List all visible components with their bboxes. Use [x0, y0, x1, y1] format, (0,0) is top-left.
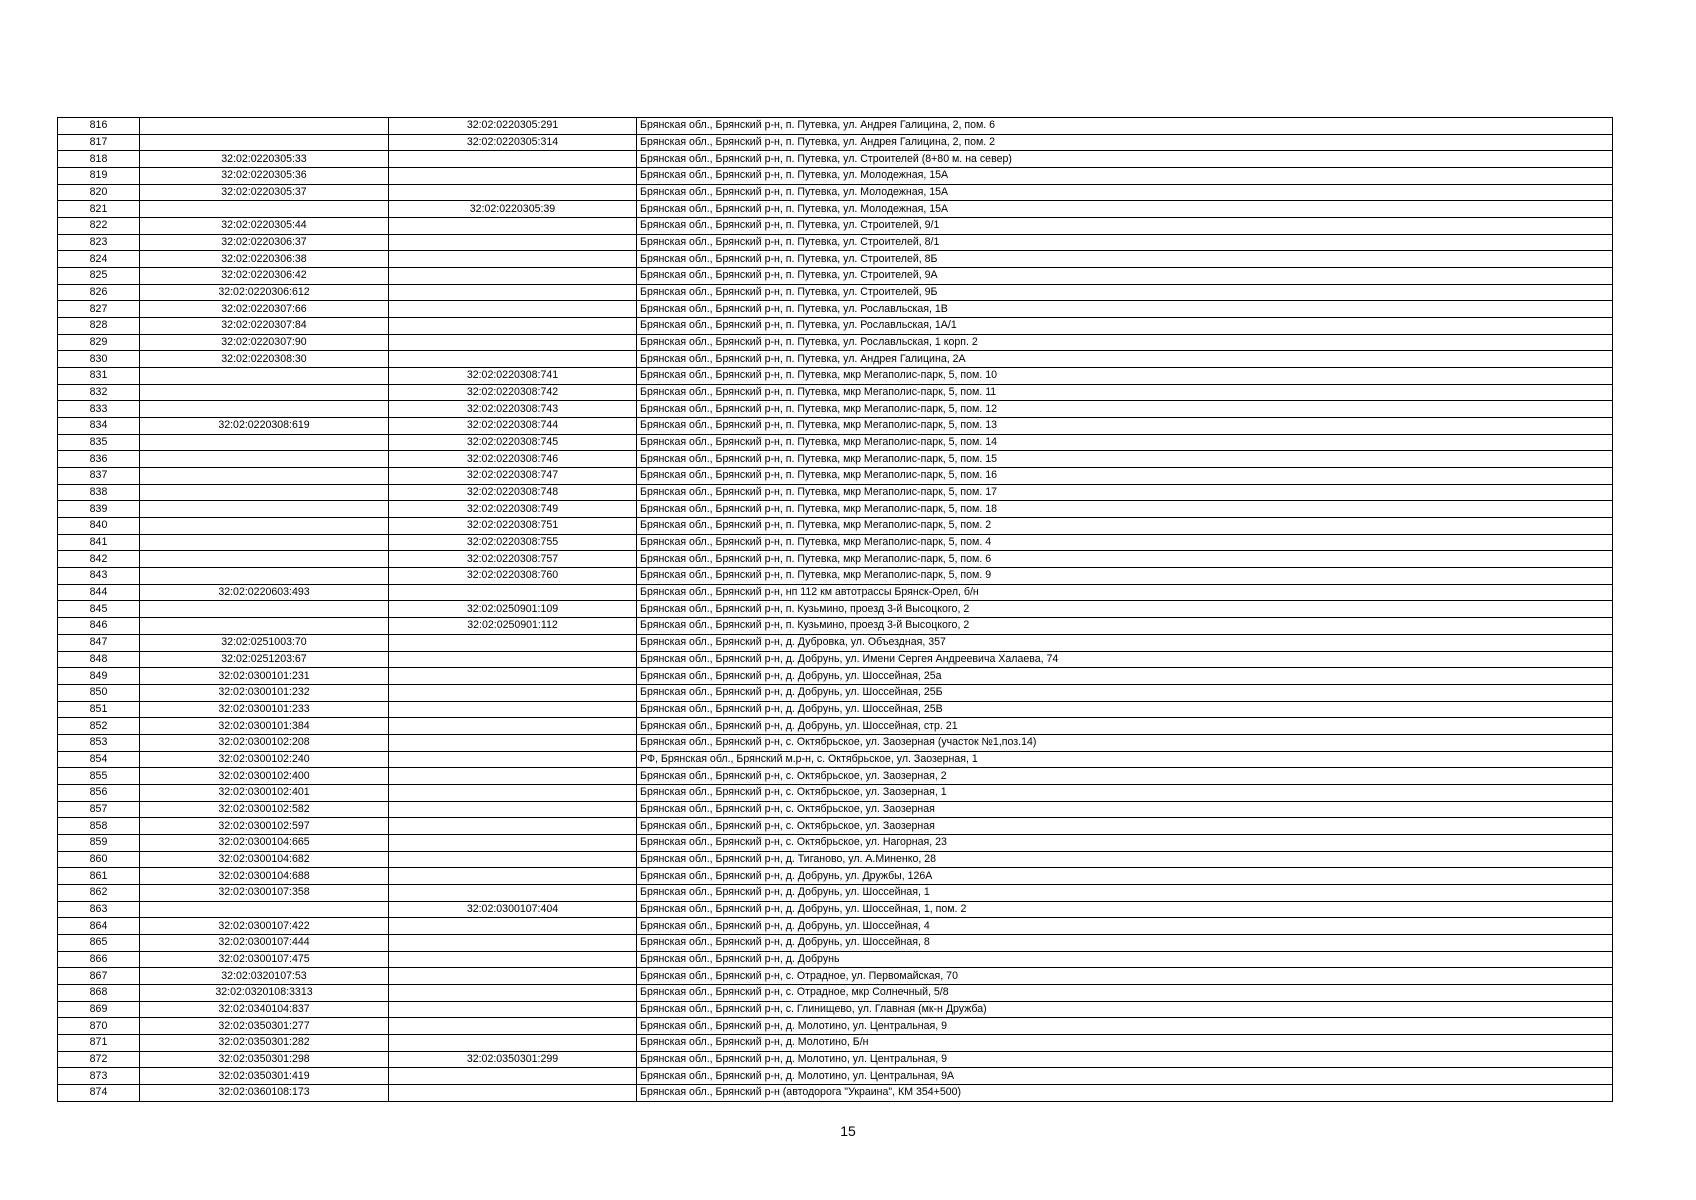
parcel-cadastral-number-cell: 32:02:0300101:232 — [140, 684, 389, 701]
parcel-cadastral-number-cell: 32:02:0300107:358 — [140, 884, 389, 901]
address-cell: Брянская обл., Брянский р-н, п. Путевка, ул. Андрея Галицина, 2, пом. 2 — [637, 134, 1613, 151]
parcel-cadastral-number-cell: 32:02:0220307:84 — [140, 318, 389, 335]
parcel-cadastral-number-cell: 32:02:0300104:665 — [140, 834, 389, 851]
row-number-cell: 841 — [58, 534, 140, 551]
table-row — [58, 718, 1613, 735]
table-row — [58, 251, 1613, 268]
row-number-cell: 836 — [58, 451, 140, 468]
row-number-cell: 868 — [58, 984, 140, 1001]
table-row — [58, 1001, 1613, 1018]
parcel-cadastral-number-cell: 32:02:0300102:400 — [140, 768, 389, 785]
address-cell: Брянская обл., Брянский р-н, п. Путевка, мкр Мегаполис-парк, 5, пом. 16 — [637, 468, 1613, 485]
object-cadastral-number-cell — [389, 768, 637, 785]
row-number-cell: 865 — [58, 934, 140, 951]
parcel-cadastral-number-cell: 32:02:0220308:619 — [140, 418, 389, 435]
address-cell: Брянская обл., Брянский р-н, д. Добрунь, ул. Шоссейная, 25В — [637, 701, 1613, 718]
parcel-cadastral-number-cell: 32:02:0320107:53 — [140, 968, 389, 985]
row-number-cell: 846 — [58, 618, 140, 635]
row-number-cell: 845 — [58, 601, 140, 618]
parcel-cadastral-number-cell — [140, 518, 389, 535]
parcel-cadastral-number-cell: 32:02:0220307:90 — [140, 334, 389, 351]
object-cadastral-number-cell — [389, 784, 637, 801]
object-cadastral-number-cell — [389, 1018, 637, 1035]
address-cell: Брянская обл., Брянский р-н, д. Добрунь, ул. Шоссейная, 25а — [637, 668, 1613, 685]
row-number-cell: 838 — [58, 484, 140, 501]
row-number-cell: 850 — [58, 684, 140, 701]
parcel-cadastral-number-cell: 32:02:0350301:298 — [140, 1051, 389, 1068]
address-cell: Брянская обл., Брянский р-н, п. Путевка, ул. Строителей, 8Б — [637, 251, 1613, 268]
address-cell: Брянская обл., Брянский р-н, д. Молотино, ул. Центральная, 9 — [637, 1018, 1613, 1035]
parcel-cadastral-number-cell — [140, 134, 389, 151]
address-cell: Брянская обл., Брянский р-н, с. Октябрьское, ул. Заозерная — [637, 818, 1613, 835]
row-number-cell: 826 — [58, 284, 140, 301]
row-number-cell: 860 — [58, 851, 140, 868]
object-cadastral-number-cell: 32:02:0220308:749 — [389, 501, 637, 518]
row-number-cell: 819 — [58, 168, 140, 185]
row-number-cell: 854 — [58, 751, 140, 768]
parcel-cadastral-number-cell: 32:02:0300104:682 — [140, 851, 389, 868]
table-row — [58, 1084, 1613, 1101]
row-number-cell: 833 — [58, 401, 140, 418]
address-cell: Брянская обл., Брянский р-н, д. Добрунь — [637, 951, 1613, 968]
object-cadastral-number-cell — [389, 1001, 637, 1018]
object-cadastral-number-cell — [389, 934, 637, 951]
object-cadastral-number-cell — [389, 634, 637, 651]
object-cadastral-number-cell: 32:02:0350301:299 — [389, 1051, 637, 1068]
address-cell: Брянская обл., Брянский р-н, с. Отрадное, мкр Солнечный, 5/8 — [637, 984, 1613, 1001]
table-row — [58, 184, 1613, 201]
object-cadastral-number-cell — [389, 1034, 637, 1051]
parcel-cadastral-number-cell: 32:02:0300102:597 — [140, 818, 389, 835]
object-cadastral-number-cell: 32:02:0220308:741 — [389, 368, 637, 385]
parcel-cadastral-number-cell — [140, 384, 389, 401]
parcel-cadastral-number-cell — [140, 201, 389, 218]
object-cadastral-number-cell: 32:02:0220308:747 — [389, 468, 637, 485]
parcel-cadastral-number-cell: 32:02:0220307:66 — [140, 301, 389, 318]
address-cell: Брянская обл., Брянский р-н, д. Молотино, Б/н — [637, 1034, 1613, 1051]
address-cell: Брянская обл., Брянский р-н, д. Добрунь, ул. Шоссейная, 1 — [637, 884, 1613, 901]
table-row — [58, 368, 1613, 385]
object-cadastral-number-cell — [389, 801, 637, 818]
table-row — [58, 768, 1613, 785]
object-cadastral-number-cell: 32:02:0220308:755 — [389, 534, 637, 551]
table-row — [58, 384, 1613, 401]
address-cell: Брянская обл., Брянский р-н, с. Глинищево, ул. Главная (мк-н Дружба) — [637, 1001, 1613, 1018]
address-cell: Брянская обл., Брянский р-н, п. Путевка, мкр Мегаполис-парк, 5, пом. 11 — [637, 384, 1613, 401]
table-row — [58, 284, 1613, 301]
row-number-cell: 856 — [58, 784, 140, 801]
parcel-cadastral-number-cell — [140, 534, 389, 551]
table-row — [58, 784, 1613, 801]
table-row — [58, 501, 1613, 518]
table-row — [58, 234, 1613, 251]
row-number-cell: 869 — [58, 1001, 140, 1018]
object-cadastral-number-cell — [389, 218, 637, 235]
table-row — [58, 434, 1613, 451]
parcel-cadastral-number-cell — [140, 451, 389, 468]
parcel-cadastral-number-cell — [140, 434, 389, 451]
table-row — [58, 201, 1613, 218]
object-cadastral-number-cell — [389, 1084, 637, 1101]
row-number-cell: 866 — [58, 951, 140, 968]
address-cell: Брянская обл., Брянский р-н, п. Путевка, мкр Мегаполис-парк, 5, пом. 2 — [637, 518, 1613, 535]
object-cadastral-number-cell: 32:02:0220305:291 — [389, 118, 637, 135]
row-number-cell: 820 — [58, 184, 140, 201]
object-cadastral-number-cell — [389, 701, 637, 718]
object-cadastral-number-cell — [389, 984, 637, 1001]
address-cell: Брянская обл., Брянский р-н (автодорога "Украина", КМ 354+500) — [637, 1084, 1613, 1101]
table-row — [58, 734, 1613, 751]
object-cadastral-number-cell — [389, 651, 637, 668]
row-number-cell: 829 — [58, 334, 140, 351]
row-number-cell: 840 — [58, 518, 140, 535]
address-cell: Брянская обл., Брянский р-н, д. Добрунь, ул. Дружбы, 126А — [637, 868, 1613, 885]
parcel-cadastral-number-cell: 32:02:0251203:67 — [140, 651, 389, 668]
object-cadastral-number-cell — [389, 251, 637, 268]
parcel-cadastral-number-cell: 32:02:0360108:173 — [140, 1084, 389, 1101]
table-row — [58, 1034, 1613, 1051]
table-row — [58, 168, 1613, 185]
object-cadastral-number-cell: 32:02:0220308:760 — [389, 568, 637, 585]
object-cadastral-number-cell: 32:02:0220308:745 — [389, 434, 637, 451]
object-cadastral-number-cell — [389, 351, 637, 368]
row-number-cell: 817 — [58, 134, 140, 151]
object-cadastral-number-cell: 32:02:0250901:109 — [389, 601, 637, 618]
table-row — [58, 684, 1613, 701]
table-row — [58, 901, 1613, 918]
address-cell: Брянская обл., Брянский р-н, с. Октябрьское, ул. Заозерная, 2 — [637, 768, 1613, 785]
address-cell: Брянская обл., Брянский р-н, п. Кузьмино, проезд 3-й Высоцкого, 2 — [637, 618, 1613, 635]
table-row — [58, 818, 1613, 835]
row-number-cell: 873 — [58, 1068, 140, 1085]
address-cell: Брянская обл., Брянский р-н, п. Путевка, мкр Мегаполис-парк, 5, пом. 10 — [637, 368, 1613, 385]
row-number-cell: 859 — [58, 834, 140, 851]
object-cadastral-number-cell — [389, 718, 637, 735]
row-number-cell: 844 — [58, 584, 140, 601]
object-cadastral-number-cell: 32:02:0220308:748 — [389, 484, 637, 501]
address-cell: Брянская обл., Брянский р-н, п. Путевка, мкр Мегаполис-парк, 5, пом. 14 — [637, 434, 1613, 451]
table-row — [58, 334, 1613, 351]
object-cadastral-number-cell — [389, 168, 637, 185]
parcel-cadastral-number-cell: 32:02:0300107:475 — [140, 951, 389, 968]
table-row — [58, 1051, 1613, 1068]
table-row — [58, 318, 1613, 335]
address-cell: Брянская обл., Брянский р-н, с. Октябрьское, ул. Нагорная, 23 — [637, 834, 1613, 851]
parcel-cadastral-number-cell: 32:02:0300102:401 — [140, 784, 389, 801]
object-cadastral-number-cell — [389, 868, 637, 885]
object-cadastral-number-cell — [389, 818, 637, 835]
parcel-cadastral-number-cell: 32:02:0220308:30 — [140, 351, 389, 368]
row-number-cell: 864 — [58, 918, 140, 935]
row-number-cell: 858 — [58, 818, 140, 835]
parcel-cadastral-number-cell — [140, 901, 389, 918]
table-body — [58, 118, 1613, 1102]
parcel-cadastral-number-cell: 32:02:0300101:384 — [140, 718, 389, 735]
table-row — [58, 268, 1613, 285]
row-number-cell: 851 — [58, 701, 140, 718]
parcel-cadastral-number-cell — [140, 618, 389, 635]
row-number-cell: 843 — [58, 568, 140, 585]
parcel-cadastral-number-cell — [140, 501, 389, 518]
table-row — [58, 401, 1613, 418]
address-cell: Брянская обл., Брянский р-н, п. Путевка, ул. Строителей, 9/1 — [637, 218, 1613, 235]
object-cadastral-number-cell: 32:02:0220305:314 — [389, 134, 637, 151]
row-number-cell: 857 — [58, 801, 140, 818]
address-cell: Брянская обл., Брянский р-н, д. Молотино, ул. Центральная, 9 — [637, 1051, 1613, 1068]
address-cell: Брянская обл., Брянский р-н, п. Путевка, ул. Андрея Галицина, 2А — [637, 351, 1613, 368]
row-number-cell: 872 — [58, 1051, 140, 1068]
object-cadastral-number-cell: 32:02:0250901:112 — [389, 618, 637, 635]
object-cadastral-number-cell: 32:02:0220308:744 — [389, 418, 637, 435]
parcel-cadastral-number-cell: 32:02:0220306:38 — [140, 251, 389, 268]
object-cadastral-number-cell — [389, 684, 637, 701]
row-number-cell: 867 — [58, 968, 140, 985]
table-row — [58, 918, 1613, 935]
address-cell: Брянская обл., Брянский р-н, д. Добрунь, ул. Шоссейная, 4 — [637, 918, 1613, 935]
address-cell: Брянская обл., Брянский р-н, п. Путевка, ул. Строителей (8+80 м. на север) — [637, 151, 1613, 168]
table-row — [58, 584, 1613, 601]
parcel-cadastral-number-cell: 32:02:0300104:688 — [140, 868, 389, 885]
table-row — [58, 534, 1613, 551]
table-row — [58, 484, 1613, 501]
object-cadastral-number-cell: 32:02:0220305:39 — [389, 201, 637, 218]
address-cell: Брянская обл., Брянский р-н, п. Кузьмино, проезд 3-й Высоцкого, 2 — [637, 601, 1613, 618]
address-cell: Брянская обл., Брянский р-н, п. Путевка, мкр Мегаполис-парк, 5, пом. 12 — [637, 401, 1613, 418]
parcel-cadastral-number-cell: 32:02:0220306:37 — [140, 234, 389, 251]
address-cell: Брянская обл., Брянский р-н, п. Путевка, ул. Молодежная, 15А — [637, 201, 1613, 218]
object-cadastral-number-cell: 32:02:0220308:743 — [389, 401, 637, 418]
parcel-cadastral-number-cell: 32:02:0220305:44 — [140, 218, 389, 235]
row-number-cell: 825 — [58, 268, 140, 285]
table-row — [58, 634, 1613, 651]
object-cadastral-number-cell: 32:02:0220308:751 — [389, 518, 637, 535]
object-cadastral-number-cell — [389, 234, 637, 251]
row-number-cell: 847 — [58, 634, 140, 651]
address-cell: Брянская обл., Брянский р-н, с. Октябрьское, ул. Заозерная (участок №1,поз.14) — [637, 734, 1613, 751]
row-number-cell: 831 — [58, 368, 140, 385]
object-cadastral-number-cell — [389, 1068, 637, 1085]
object-cadastral-number-cell: 32:02:0300107:404 — [389, 901, 637, 918]
row-number-cell: 834 — [58, 418, 140, 435]
row-number-cell: 852 — [58, 718, 140, 735]
table-row — [58, 868, 1613, 885]
address-cell: Брянская обл., Брянский р-н, п. Путевка, ул. Молодежная, 15А — [637, 184, 1613, 201]
address-cell: Брянская обл., Брянский р-н, п. Путевка, ул. Андрея Галицина, 2, пом. 6 — [637, 118, 1613, 135]
object-cadastral-number-cell — [389, 334, 637, 351]
row-number-cell: 855 — [58, 768, 140, 785]
row-number-cell: 832 — [58, 384, 140, 401]
parcel-cadastral-number-cell: 32:02:0300102:208 — [140, 734, 389, 751]
address-cell: Брянская обл., Брянский р-н, п. Путевка, ул. Строителей, 9А — [637, 268, 1613, 285]
parcel-cadastral-number-cell — [140, 601, 389, 618]
table-row — [58, 118, 1613, 135]
table-row — [58, 934, 1613, 951]
object-cadastral-number-cell — [389, 668, 637, 685]
row-number-cell: 848 — [58, 651, 140, 668]
row-number-cell: 839 — [58, 501, 140, 518]
table-row — [58, 984, 1613, 1001]
object-cadastral-number-cell — [389, 284, 637, 301]
table-row — [58, 668, 1613, 685]
table-row — [58, 551, 1613, 568]
table-row — [58, 951, 1613, 968]
parcel-cadastral-number-cell: 32:02:0300102:240 — [140, 751, 389, 768]
cadastral-table — [57, 117, 1613, 1102]
table-row — [58, 1018, 1613, 1035]
parcel-cadastral-number-cell: 32:02:0220305:36 — [140, 168, 389, 185]
address-cell: РФ, Брянская обл., Брянский м.р-н, с. Октябрьское, ул. Заозерная, 1 — [637, 751, 1613, 768]
parcel-cadastral-number-cell — [140, 368, 389, 385]
address-cell: Брянская обл., Брянский р-н, п. Путевка, мкр Мегаполис-парк, 5, пом. 18 — [637, 501, 1613, 518]
address-cell: Брянская обл., Брянский р-н, д. Молотино, ул. Центральная, 9А — [637, 1068, 1613, 1085]
table-row — [58, 801, 1613, 818]
parcel-cadastral-number-cell: 32:02:0220306:42 — [140, 268, 389, 285]
table-row — [58, 218, 1613, 235]
address-cell: Брянская обл., Брянский р-н, п. Путевка, мкр Мегаполис-парк, 5, пом. 9 — [637, 568, 1613, 585]
object-cadastral-number-cell — [389, 268, 637, 285]
parcel-cadastral-number-cell: 32:02:0251003:70 — [140, 634, 389, 651]
address-cell: Брянская обл., Брянский р-н, нп 112 км автотрассы Брянск-Орел, б/н — [637, 584, 1613, 601]
address-cell: Брянская обл., Брянский р-н, п. Путевка, мкр Мегаполис-парк, 5, пом. 13 — [637, 418, 1613, 435]
parcel-cadastral-number-cell — [140, 484, 389, 501]
parcel-cadastral-number-cell: 32:02:0350301:277 — [140, 1018, 389, 1035]
object-cadastral-number-cell — [389, 301, 637, 318]
address-cell: Брянская обл., Брянский р-н, п. Путевка, ул. Молодежная, 15А — [637, 168, 1613, 185]
address-cell: Брянская обл., Брянский р-н, д. Дубровка, ул. Объездная, 357 — [637, 634, 1613, 651]
object-cadastral-number-cell — [389, 918, 637, 935]
object-cadastral-number-cell — [389, 151, 637, 168]
object-cadastral-number-cell — [389, 951, 637, 968]
table-row — [58, 351, 1613, 368]
parcel-cadastral-number-cell: 32:02:0350301:282 — [140, 1034, 389, 1051]
object-cadastral-number-cell: 32:02:0220308:742 — [389, 384, 637, 401]
parcel-cadastral-number-cell: 32:02:0300101:233 — [140, 701, 389, 718]
row-number-cell: 853 — [58, 734, 140, 751]
address-cell: Брянская обл., Брянский р-н, п. Путевка, ул. Рославльская, 1В — [637, 301, 1613, 318]
table-row — [58, 618, 1613, 635]
row-number-cell: 823 — [58, 234, 140, 251]
row-number-cell: 828 — [58, 318, 140, 335]
object-cadastral-number-cell — [389, 751, 637, 768]
object-cadastral-number-cell — [389, 734, 637, 751]
row-number-cell: 862 — [58, 884, 140, 901]
table-row — [58, 1068, 1613, 1085]
row-number-cell: 874 — [58, 1084, 140, 1101]
address-cell: Брянская обл., Брянский р-н, с. Октябрьское, ул. Заозерная, 1 — [637, 784, 1613, 801]
row-number-cell: 824 — [58, 251, 140, 268]
parcel-cadastral-number-cell: 32:02:0300102:582 — [140, 801, 389, 818]
parcel-cadastral-number-cell: 32:02:0340104:837 — [140, 1001, 389, 1018]
row-number-cell: 842 — [58, 551, 140, 568]
address-cell: Брянская обл., Брянский р-н, п. Путевка, мкр Мегаполис-парк, 5, пом. 17 — [637, 484, 1613, 501]
address-cell: Брянская обл., Брянский р-н, д. Тиганово, ул. А.Миненко, 28 — [637, 851, 1613, 868]
parcel-cadastral-number-cell: 32:02:0220305:37 — [140, 184, 389, 201]
row-number-cell: 870 — [58, 1018, 140, 1035]
table-row — [58, 834, 1613, 851]
object-cadastral-number-cell — [389, 884, 637, 901]
row-number-cell: 821 — [58, 201, 140, 218]
row-number-cell: 835 — [58, 434, 140, 451]
row-number-cell: 863 — [58, 901, 140, 918]
address-cell: Брянская обл., Брянский р-н, д. Добрунь, ул. Шоссейная, 8 — [637, 934, 1613, 951]
parcel-cadastral-number-cell: 32:02:0220305:33 — [140, 151, 389, 168]
page-number: 15 — [840, 1123, 856, 1139]
table-row — [58, 451, 1613, 468]
parcel-cadastral-number-cell: 32:02:0220306:612 — [140, 284, 389, 301]
address-cell: Брянская обл., Брянский р-н, п. Путевка, мкр Мегаполис-парк, 5, пом. 6 — [637, 551, 1613, 568]
table-row — [58, 751, 1613, 768]
table-row — [58, 418, 1613, 435]
object-cadastral-number-cell — [389, 851, 637, 868]
table-row — [58, 884, 1613, 901]
table-row — [58, 651, 1613, 668]
table-row — [58, 301, 1613, 318]
address-cell: Брянская обл., Брянский р-н, п. Путевка, мкр Мегаполис-парк, 5, пом. 4 — [637, 534, 1613, 551]
object-cadastral-number-cell — [389, 318, 637, 335]
object-cadastral-number-cell: 32:02:0220308:746 — [389, 451, 637, 468]
table-row — [58, 601, 1613, 618]
address-cell: Брянская обл., Брянский р-н, с. Отрадное, ул. Первомайская, 70 — [637, 968, 1613, 985]
address-cell: Брянская обл., Брянский р-н, п. Путевка, ул. Строителей, 9Б — [637, 284, 1613, 301]
parcel-cadastral-number-cell — [140, 551, 389, 568]
parcel-cadastral-number-cell: 32:02:0300101:231 — [140, 668, 389, 685]
parcel-cadastral-number-cell — [140, 468, 389, 485]
row-number-cell: 871 — [58, 1034, 140, 1051]
address-cell: Брянская обл., Брянский р-н, п. Путевка, ул. Рославльская, 1А/1 — [637, 318, 1613, 335]
address-cell: Брянская обл., Брянский р-н, п. Путевка, ул. Строителей, 8/1 — [637, 234, 1613, 251]
parcel-cadastral-number-cell: 32:02:0320108:3313 — [140, 984, 389, 1001]
table-row — [58, 518, 1613, 535]
row-number-cell: 861 — [58, 868, 140, 885]
parcel-cadastral-number-cell: 32:02:0300107:422 — [140, 918, 389, 935]
object-cadastral-number-cell — [389, 834, 637, 851]
parcel-cadastral-number-cell — [140, 401, 389, 418]
object-cadastral-number-cell — [389, 584, 637, 601]
parcel-cadastral-number-cell: 32:02:0220603:493 — [140, 584, 389, 601]
row-number-cell: 837 — [58, 468, 140, 485]
table-row — [58, 968, 1613, 985]
address-cell: Брянская обл., Брянский р-н, д. Добрунь, ул. Шоссейная, стр. 21 — [637, 718, 1613, 735]
row-number-cell: 827 — [58, 301, 140, 318]
table-row — [58, 134, 1613, 151]
address-cell: Брянская обл., Брянский р-н, д. Добрунь, ул. Шоссейная, 25Б — [637, 684, 1613, 701]
parcel-cadastral-number-cell — [140, 118, 389, 135]
table-row — [58, 468, 1613, 485]
table-row — [58, 151, 1613, 168]
row-number-cell: 822 — [58, 218, 140, 235]
object-cadastral-number-cell: 32:02:0220308:757 — [389, 551, 637, 568]
address-cell: Брянская обл., Брянский р-н, п. Путевка, ул. Рославльская, 1 корп. 2 — [637, 334, 1613, 351]
row-number-cell: 818 — [58, 151, 140, 168]
table-row — [58, 851, 1613, 868]
address-cell: Брянская обл., Брянский р-н, д. Добрунь, ул. Шоссейная, 1, пом. 2 — [637, 901, 1613, 918]
parcel-cadastral-number-cell: 32:02:0350301:419 — [140, 1068, 389, 1085]
row-number-cell: 816 — [58, 118, 140, 135]
address-cell: Брянская обл., Брянский р-н, д. Добрунь, ул. Имени Сергея Андреевича Халаева, 74 — [637, 651, 1613, 668]
parcel-cadastral-number-cell — [140, 568, 389, 585]
address-cell: Брянская обл., Брянский р-н, с. Октябрьское, ул. Заозерная — [637, 801, 1613, 818]
parcel-cadastral-number-cell: 32:02:0300107:444 — [140, 934, 389, 951]
object-cadastral-number-cell — [389, 184, 637, 201]
row-number-cell: 830 — [58, 351, 140, 368]
table-row — [58, 701, 1613, 718]
object-cadastral-number-cell — [389, 968, 637, 985]
row-number-cell: 849 — [58, 668, 140, 685]
address-cell: Брянская обл., Брянский р-н, п. Путевка, мкр Мегаполис-парк, 5, пом. 15 — [637, 451, 1613, 468]
table-row — [58, 568, 1613, 585]
